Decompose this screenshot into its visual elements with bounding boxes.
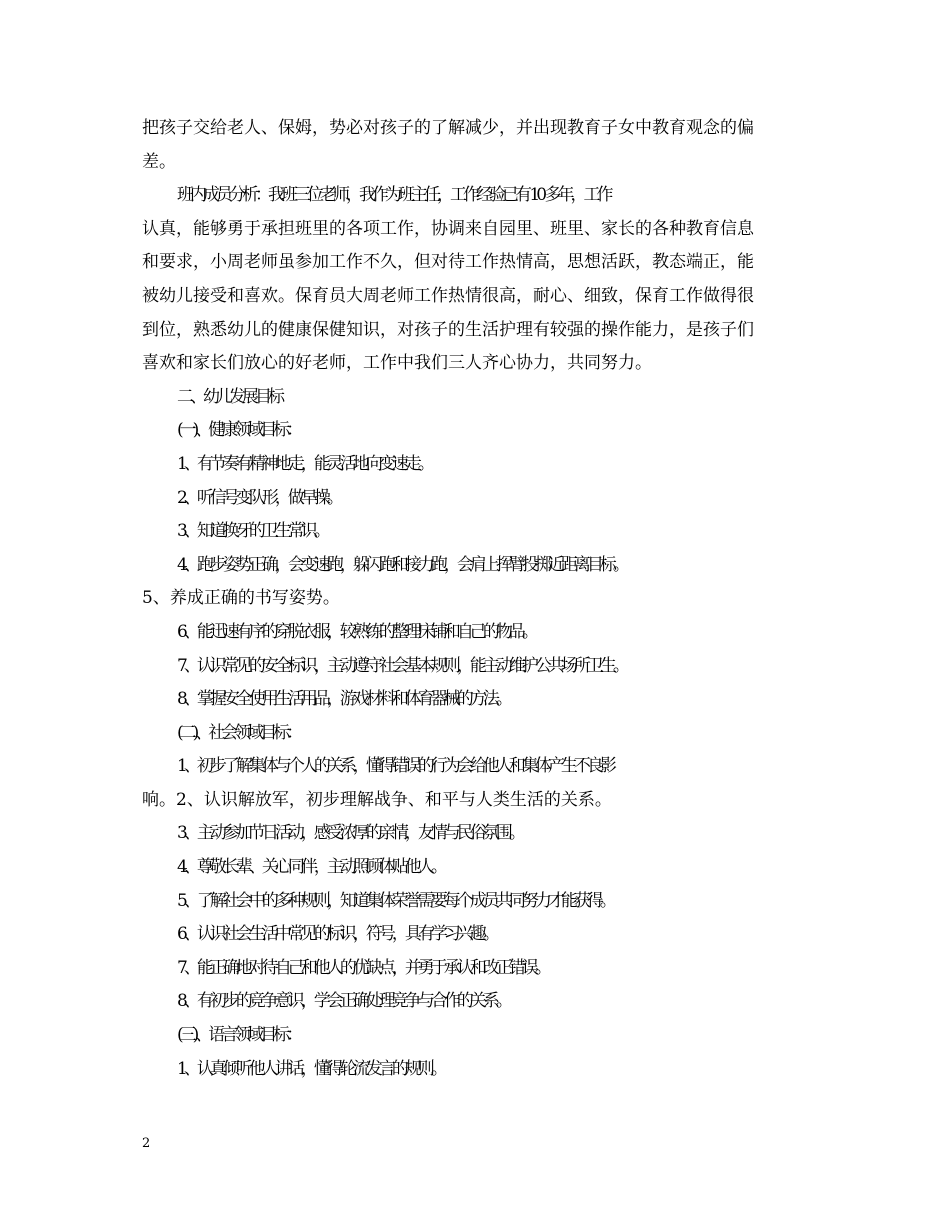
text-line: 1、初步了解集体与个人的关系，懂得错误的行为会给他人和集体产生不良影 <box>177 756 613 777</box>
text-line: 把孩子交给老人、保姆，势必对孩子的了解减少，并出现教育子女中教育观念的偏 <box>142 118 754 138</box>
text-line: 班内成员分析：我班三位老师，我作为班主任，工作经验已有 10 多年，工作 <box>177 185 610 206</box>
page-number: 2 <box>142 1136 151 1151</box>
text-line: 二、幼儿发展目标 <box>177 386 281 407</box>
text-line: 4、尊敬长辈、关心同伴，主动照顾体贴他人。 <box>177 857 444 878</box>
text-line: 1、有节奏有精神地走，能灵活地向变速走。 <box>177 453 431 474</box>
text-line: 8、有初步的竞争意识，学会正确处理竞争与合作的关系。 <box>177 991 509 1012</box>
text-line: 响。2、认识解放军，初步理解战争、和平与人类生活的关系。 <box>142 789 612 810</box>
document-body <box>142 112 822 1086</box>
text-line: 7、能正确地对待自己和他人的优缺点，并勇于承认和改正错误。 <box>177 957 548 978</box>
text-line: 1、认真倾听他人讲话，懂得轮流发言的规则。 <box>177 1058 444 1079</box>
text-line: (一)、健康领域目标： <box>177 420 300 441</box>
text-line: 8、掌握安全使用生活用品，游戏材料和体育器械的方法。 <box>177 689 509 710</box>
text-line: 2、听信号变队形，做早操。 <box>177 487 340 508</box>
text-line: 3、主动参加节日活动，感受浓厚的亲情，友情与民俗氛围。 <box>177 823 522 844</box>
text-line: 6、认识社会生活中常见的标识，符号，具有学习兴趣。 <box>177 924 496 945</box>
text-line: 认真，能够勇于承担班里的各项工作，协调来自园里、班里、家长的各种教育信息 <box>142 218 754 239</box>
text-line: 6、能迅速有序的穿脱衣服，较熟练的整理床铺和自己的物品。 <box>177 621 535 642</box>
text-line: (三)、语言领域目标： <box>177 1025 300 1046</box>
text-line: 3、知道换牙的卫生常识。 <box>177 521 327 542</box>
text-line: 5、了解社会中的多种规则，知道集体荣誉需要每个成员共同努力才能获得。 <box>177 890 613 911</box>
text-line: (二)、社会领域目标： <box>177 722 300 743</box>
text-line: 7、认识常见的安全标识，主动遵守社会基本规则，能主动维护公共场所卫生。 <box>177 655 626 676</box>
text-line: 差。 <box>142 151 176 172</box>
text-line: 到位，熟悉幼儿的健康保健知识，对孩子的生活护理有较强的操作能力，是孩子们 <box>142 319 754 340</box>
text-line: 和要求，小周老师虽参加工作不久，但对待工作热情高，思想活跃，教态端正，能 <box>142 252 754 273</box>
text-line: 喜欢和家长们放心的好老师，工作中我们三人齐心协力，共同努力。 <box>142 353 652 374</box>
text-line: 5、养成正确的书写姿势。 <box>142 588 340 609</box>
text-line: 4、跑步姿势正确，会变速跑，躲闪跑和接力跑，会肩上挥臂投掷近距离目标。 <box>177 554 626 575</box>
text-line: 被幼儿接受和喜欢。保育员大周老师工作热情很高，耐心、细致，保育工作做得很 <box>142 285 754 306</box>
